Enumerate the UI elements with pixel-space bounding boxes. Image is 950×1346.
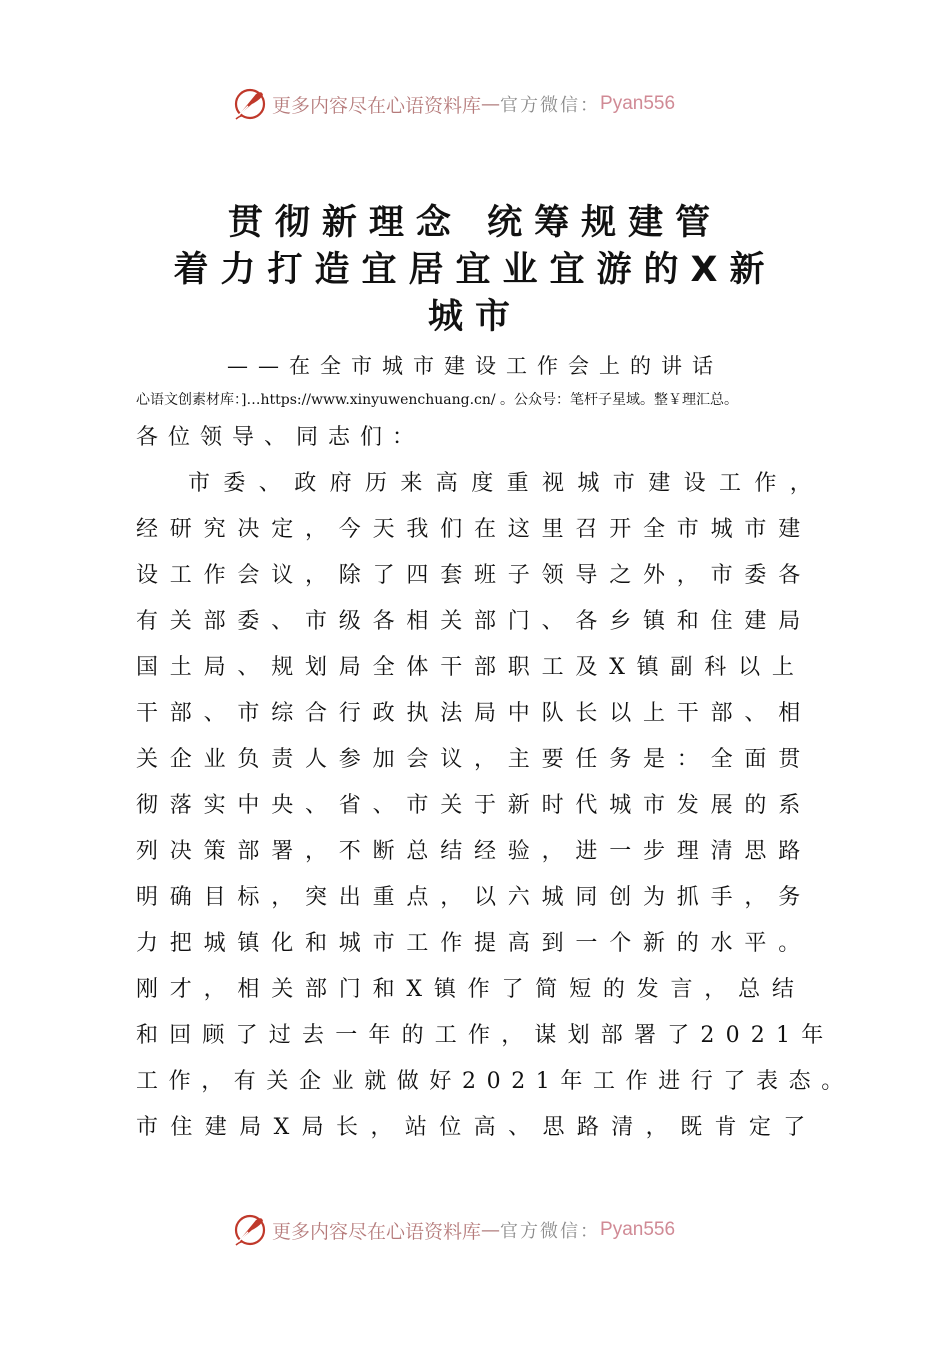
subtitle: ——在全市城市建设工作会上的讲话 (227, 354, 723, 378)
banner-sub-text: 官方微信： (500, 95, 601, 116)
body-line-11: 力把城镇化和城市工作提高到一个新的水平。 (136, 931, 813, 956)
banner-dash: — (481, 93, 501, 115)
body-line-14: 工作，有关企业就做好2021年工作进行了表态。 (136, 1069, 854, 1094)
title-line-3: 城市 (427, 297, 522, 337)
title-line-1: 贯彻新理念 统筹规建管 (227, 203, 723, 243)
body-line-10: 明确目标，突出重点，以六城同创为抓手，务 (136, 885, 813, 910)
banner-main-text: 更多内容尽在心语资料库 (272, 94, 482, 117)
salutation: 各位领导、同志们： (136, 425, 425, 450)
body-line-2: 经研究决定，今天我们在这里召开全市城市建 (136, 517, 813, 542)
banner-sub-text-footer: 官方微信： (500, 1221, 601, 1242)
banner-wechat-id: Pyan556 (600, 93, 676, 114)
body-line-9: 列决策部署，不断总结经验，进一步理清思路 (136, 839, 813, 864)
header-banner (0, 84, 950, 124)
body-line-5: 国土局、规划局全体干部职工及X镇副科以上 (136, 655, 806, 680)
source-note: 心语文创素材库：]…https://www.xinyuwenchuang.cn/ 。公众号：笔杆子星域。整￥理汇总。 (136, 392, 739, 408)
body-line-4: 有关部委、市级各相关部门、各乡镇和住建局 (136, 609, 813, 634)
body-line-15: 市住建局X局长，站位高、思路清，既肯定了 (136, 1115, 818, 1140)
body-line-1: 市委、政府历来高度重视城市建设工作， (188, 471, 826, 496)
banner-content (232, 84, 675, 124)
banner-wechat-id-footer: Pyan556 (600, 1219, 676, 1240)
quill-pen-logo-icon (232, 1212, 268, 1248)
banner-dash-footer: — (481, 1219, 501, 1241)
quill-pen-logo-icon (232, 86, 268, 122)
body-line-8: 彻落实中央、省、市关于新时代城市发展的系 (136, 793, 813, 818)
footer-banner (0, 1210, 950, 1250)
body-line-7: 关企业负责人参加会议，主要任务是：全面贯 (136, 747, 813, 772)
body-line-13: 和回顾了过去一年的工作，谋划部署了2021年 (136, 1023, 835, 1048)
title-line-2: 着力打造宜居宜业宜游的X新 (173, 250, 777, 290)
body-line-12: 刚才，相关部门和X镇作了简短的发言，总结 (136, 977, 806, 1002)
body-line-3: 设工作会议，除了四套班子领导之外，市委各 (136, 563, 813, 588)
banner-main-text-footer: 更多内容尽在心语资料库 (272, 1220, 482, 1243)
body-line-6: 干部、市综合行政执法局中队长以上干部、相 (136, 701, 813, 726)
banner-content-footer (232, 1210, 675, 1250)
